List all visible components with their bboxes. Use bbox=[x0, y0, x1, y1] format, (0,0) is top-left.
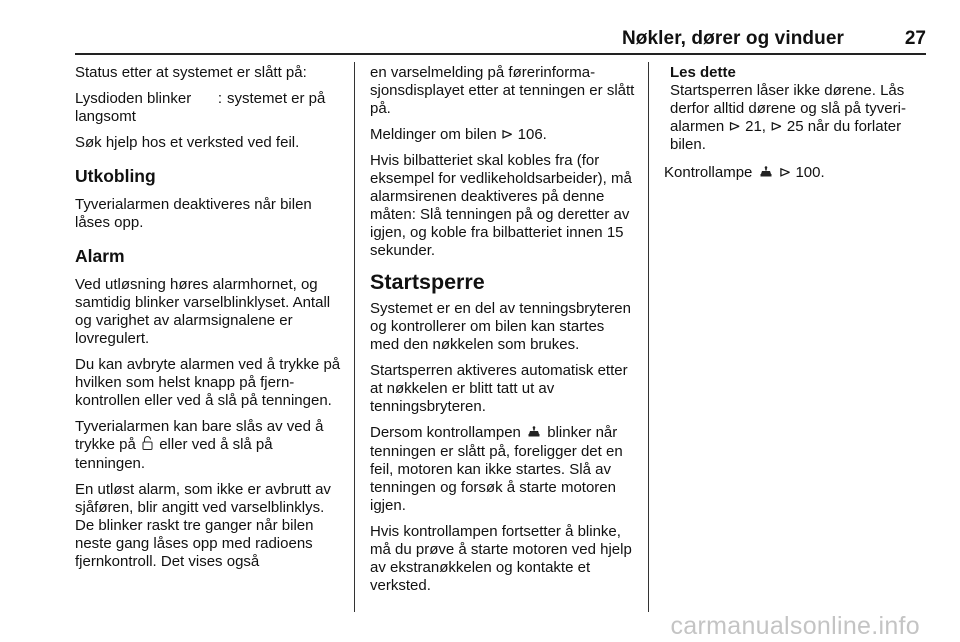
alarm-paragraph-3-end: eller ved å slå på tenningen. bbox=[75, 436, 273, 472]
alarm-paragraph-2: Du kan avbryte alarmen ved å trykke på hvilken som helst knapp på fjernkontrollen eller ved å slå på tenningen. bbox=[75, 356, 341, 409]
help-paragraph: Søk hjelp hos et verksted ved feil. bbox=[75, 134, 300, 151]
header-divider bbox=[75, 53, 926, 55]
padlock-open-icon bbox=[142, 436, 153, 455]
status-table-row bbox=[75, 90, 341, 126]
alarm-paragraph-4: En utløst alarm, som ikke er avbrutt av sjåføren, blir angitt ved varselblinklys. De blinker raskt tre ganger når bilen neste gang låses opp med radioens fjernkontroll. Det vises også bbox=[75, 481, 331, 570]
alarm-paragraph-3 bbox=[75, 418, 341, 473]
alarm-paragraph-1: Ved utløsning høres alarmhornet, og samtidig blinker varselblinklyset. Antall og varighet av alarmsignalene er lovregulert. bbox=[75, 276, 331, 347]
column-divider bbox=[354, 62, 355, 612]
watermark: carmanualsonline.info bbox=[670, 612, 920, 640]
column-divider bbox=[648, 62, 649, 612]
startsperre-paragraph-3-end: blinker når tenningen er slått på, foreligger det en feil, motoren kan ikke startes. Slå av tenningen og forsøk å starte motoren igjen. bbox=[370, 424, 623, 514]
status-separator: : bbox=[217, 90, 223, 107]
heading-alarm: Alarm bbox=[75, 246, 125, 266]
kontrollampe-label: Kontrollampe bbox=[664, 164, 757, 181]
heading-startsperre: Startsperre bbox=[370, 270, 485, 294]
startsperre-paragraph-4: Hvis kontrollampen fortsetter å blinke, må du prøve å starte motoren ved hjelp av ekstranøkkelen og kontakte et verksted. bbox=[370, 523, 632, 594]
warning-message-paragraph: en varselmelding på førerinformasjonsdisplayet etter at tenningen er slått på. bbox=[370, 64, 635, 117]
status-label: Lysdioden blinker langsomt bbox=[75, 90, 192, 125]
status-value: systemet er på bbox=[227, 90, 326, 107]
note-box bbox=[664, 64, 926, 154]
status-intro: Status etter at systemet er slått på: bbox=[75, 64, 307, 81]
alarm-paragraph-3-start: Tyverialarmen kan bare slås av ved å trykke på bbox=[75, 418, 324, 453]
car-key-icon bbox=[759, 165, 773, 183]
battery-paragraph: Hvis bilbatteriet skal kobles fra (for eksempel for vedlikeholdsarbeider), må alarmsirenen deaktiveres på denne måten: Slå tenningen på og deretter av igjen, og koble fra bilbatteriet innen 15 sekunder. bbox=[370, 152, 632, 259]
startsperre-paragraph-3 bbox=[370, 424, 636, 515]
column-middle bbox=[370, 64, 636, 603]
kontrollampe-ref bbox=[664, 164, 926, 183]
column-left bbox=[75, 64, 341, 579]
heading-utkobling: Utkobling bbox=[75, 166, 156, 186]
note-body: Startsperren låser ikke dørene. Lås derfor alltid dørene og slå på tyverialarmen ⊳ 21, ⊳ 25 når du forlater bilen. bbox=[670, 82, 906, 153]
kontrollampe-page-ref: ⊳ 100. bbox=[774, 164, 825, 181]
column-right bbox=[664, 64, 926, 191]
startsperre-paragraph-3-start: Dersom kontrollampen bbox=[370, 424, 526, 441]
startsperre-paragraph-2: Startsperren aktiveres automatisk etter at nøkkelen er blitt tatt ut av tenningsbryteren. bbox=[370, 362, 628, 415]
utkobling-paragraph: Tyverialarmen deaktiveres når bilen låses opp. bbox=[75, 196, 312, 231]
car-key-icon bbox=[527, 425, 541, 443]
page-header bbox=[75, 28, 926, 52]
note-title: Les dette bbox=[670, 64, 736, 81]
page-title: Nøkler, dører og vinduer bbox=[621, 28, 844, 49]
page-number: 27 bbox=[904, 28, 926, 49]
vehicle-messages-ref: Meldinger om bilen ⊳ 106. bbox=[370, 126, 547, 143]
startsperre-paragraph-1: Systemet er en del av tenningsbryteren og kontrollerer om bilen kan startes med den nøkkelen som brukes. bbox=[370, 300, 631, 353]
